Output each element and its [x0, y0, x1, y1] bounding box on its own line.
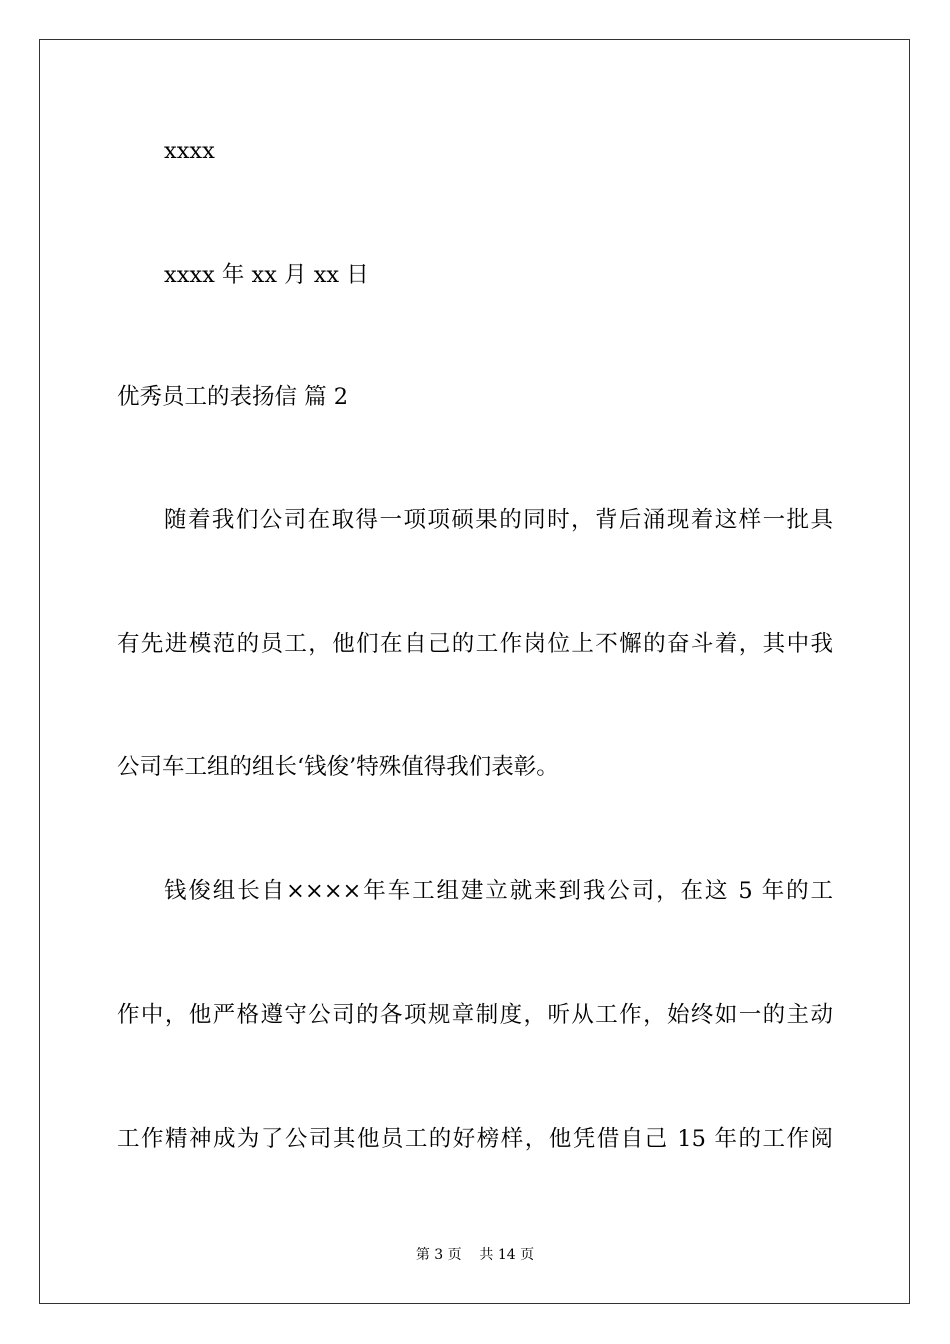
paragraph1-line1: 随着我们公司在取得一项项硕果的同时，背后涌现着这样一批具 [164, 507, 833, 533]
paragraph2-line3: 工作精神成为了公司其他员工的好榜样，他凭借自己 15 年的工作阅 [117, 1126, 833, 1152]
date-line: xxxx 年 xx 月 xx 日 [164, 262, 369, 288]
section-title: 优秀员工的表扬信 篇 2 [117, 384, 349, 410]
signature-line: xxxx [164, 138, 215, 164]
paragraph2-line1: 钱俊组长自××××年车工组建立就来到我公司，在这 5 年的工 [164, 878, 833, 904]
page-footer: 第 3 页 共 14 页 [415, 1247, 535, 1263]
paragraph1-line3: 公司车工组的组长‘钱俊’特殊值得我们表彰。 [117, 754, 559, 780]
paragraph2-line2: 作中，他严格遵守公司的各项规章制度，听从工作，始终如一的主动 [117, 1002, 833, 1028]
page-border [39, 39, 910, 1304]
paragraph1-line2: 有先进模范的员工，他们在自己的工作岗位上不懈的奋斗着，其中我 [117, 631, 833, 657]
